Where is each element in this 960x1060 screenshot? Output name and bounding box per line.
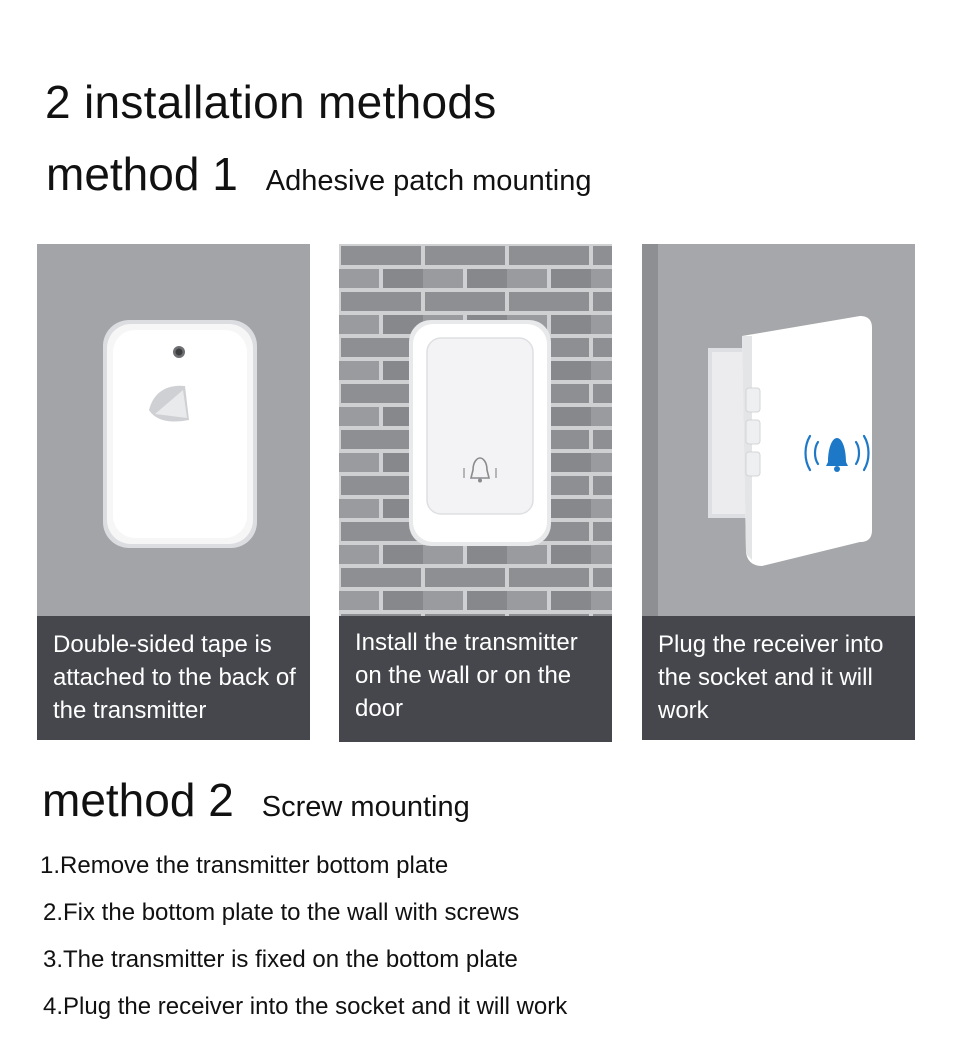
step-item: 2.Fix the bottom plate to the wall with screws <box>43 899 520 926</box>
card-plug-receiver <box>642 244 915 740</box>
transmitter-back-image <box>37 244 310 616</box>
card-caption: Plug the receiver into the socket and it will work <box>642 616 915 740</box>
method-2-subtitle: Screw mounting <box>261 791 470 823</box>
method-2-heading <box>42 772 470 828</box>
card-install-transmitter <box>339 244 612 742</box>
screw-mounting-steps <box>40 842 567 1030</box>
transmitter-on-wall-image <box>339 244 612 616</box>
step-item: 1.Remove the transmitter bottom plate <box>40 852 449 879</box>
method-2-label: method 2 <box>42 774 234 826</box>
card-adhesive-tape <box>37 244 310 740</box>
method-1-subtitle: Adhesive patch mounting <box>265 165 592 197</box>
page-title: 2 installation methods <box>45 76 497 128</box>
method-1-heading <box>46 146 591 202</box>
step-item: 3.The transmitter is fixed on the bottom plate <box>43 946 518 973</box>
receiver-in-socket-image <box>642 244 915 616</box>
card-caption: Install the transmitter on the wall or on the door <box>339 616 612 742</box>
method-1-label: method 1 <box>46 148 238 200</box>
card-caption: Double-sided tape is attached to the back of the transmitter <box>37 616 310 740</box>
step-item: 4.Plug the receiver into the socket and it will work <box>43 993 568 1020</box>
